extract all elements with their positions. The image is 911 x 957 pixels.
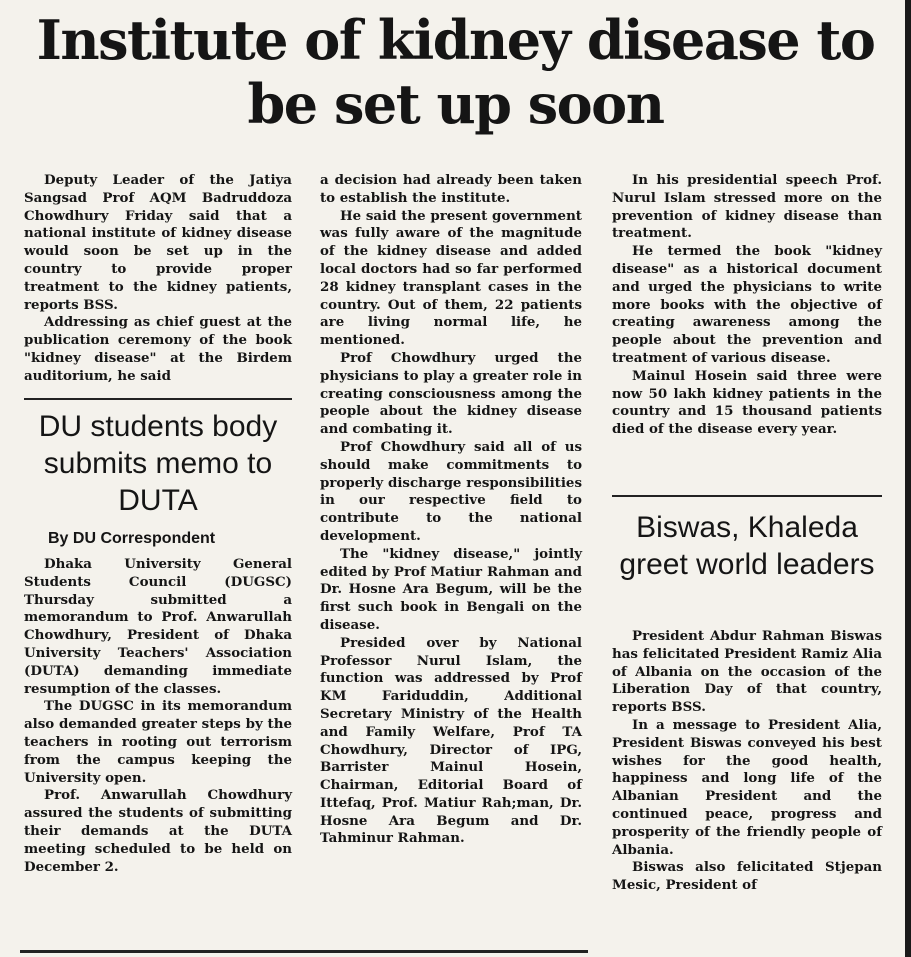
- paragraph: Addressing as chief guest at the publication ceremony of the book "kidney disease" at the Birdem auditorium, he said: [24, 314, 292, 384]
- paragraph: Prof. Anwarullah Chowdhury assured the students of submitting their demands at the DUTA meeting scheduled to be held on December 2.: [24, 787, 292, 875]
- paragraph: Mainul Hosein said three were now 50 lakh kidney patients in the country and 15 thousand patients died of the disease every year.: [612, 367, 882, 438]
- du-story-body: [24, 556, 292, 876]
- bottom-rule: [20, 950, 588, 953]
- biswas-story-headline: Biswas, Khaleda greet world leaders: [619, 511, 875, 581]
- main-story-column-1: [24, 172, 292, 386]
- column-divider: [24, 398, 292, 400]
- paragraph: The "kidney disease," jointly edited by Prof Matiur Rahman and Dr. Hosne Ara Begum, will be the first such book in Bengali on the disease.: [320, 545, 582, 633]
- paragraph: In a message to President Alia, President Biswas conveyed his best wishes for the good health, happiness and long life of the Albanian President and the continued peace, progress and prosperity of the friendly people of Albania.: [612, 716, 882, 858]
- paragraph: President Abdur Rahman Biswas has felicitated President Ramiz Alia of Albania on the occasion of the Liberation Day of that country, reports BSS.: [612, 628, 882, 716]
- du-story-byline: By DU Correspondent: [48, 530, 216, 547]
- paragraph: Presided over by National Professor Nurul Islam, the function was addressed by Prof KM Fariduddin, Additional Secretary Ministry of the Health and Family Welfare, Prof TA Chowdhury, Director of IPG, Barrister Mainul Hosein, Chairman, Editorial Board of Ittefaq, Prof. Matiur Rah;man, Dr. Hosne Ara Begum and Dr. Tahminur Rahman.: [320, 634, 582, 847]
- paragraph: Deputy Leader of the Jatiya Sangsad Prof AQM Badruddoza Chowdhury Friday said that a national institute of kidney disease would soon be set up in the country to provide proper treatment to the kidney patients, reports BSS.: [24, 172, 292, 313]
- main-story-column-2: [320, 172, 582, 848]
- main-story-column-3: [612, 172, 882, 439]
- paragraph: Prof Chowdhury urged the physicians to play a greater role in creating consciousness among the people about the kidney disease and combating it.: [320, 349, 582, 438]
- page-edge-border: [905, 0, 911, 957]
- du-story-headline: DU students body submits memo to DUTA: [38, 410, 278, 517]
- paragraph: He said the present government was fully aware of the magnitude of the kidney disease and added local doctors had so far performed 28 kidney transplant cases in the country. Out of them, 22 patients are living normal life, he mentioned.: [320, 207, 582, 349]
- paragraph: The DUGSC in its memorandum also demanded greater steps by the teachers in rooting out terrorism from the campus keeping the University open.: [24, 698, 292, 786]
- paragraph: In his presidential speech Prof. Nurul Islam stressed more on the prevention of kidney disease than treatment.: [612, 172, 882, 242]
- paragraph: Dhaka University General Students Council (DUGSC) Thursday submitted a memorandum to Prof. Anwarullah Chowdhury, President of Dhaka University Teachers' Association (DUTA) demanding immediate resumption of the classes.: [24, 556, 292, 697]
- paragraph: a decision had already been taken to establish the institute.: [320, 172, 582, 206]
- paragraph: Prof Chowdhury said all of us should make commitments to properly discharge responsibilities in our respective field to contribute to the national development.: [320, 438, 582, 544]
- main-headline: Institute of kidney disease to be set up soon: [36, 8, 875, 136]
- paragraph: Biswas also felicitated Stjepan Mesic, President of: [612, 859, 882, 894]
- column-divider: [612, 495, 882, 497]
- paragraph: He termed the book "kidney disease" as a historical document and urged the physicians to write more books with the objective of creating awareness among the people about the prevention and treatment of various disease.: [612, 243, 882, 366]
- biswas-story-body: [612, 628, 882, 895]
